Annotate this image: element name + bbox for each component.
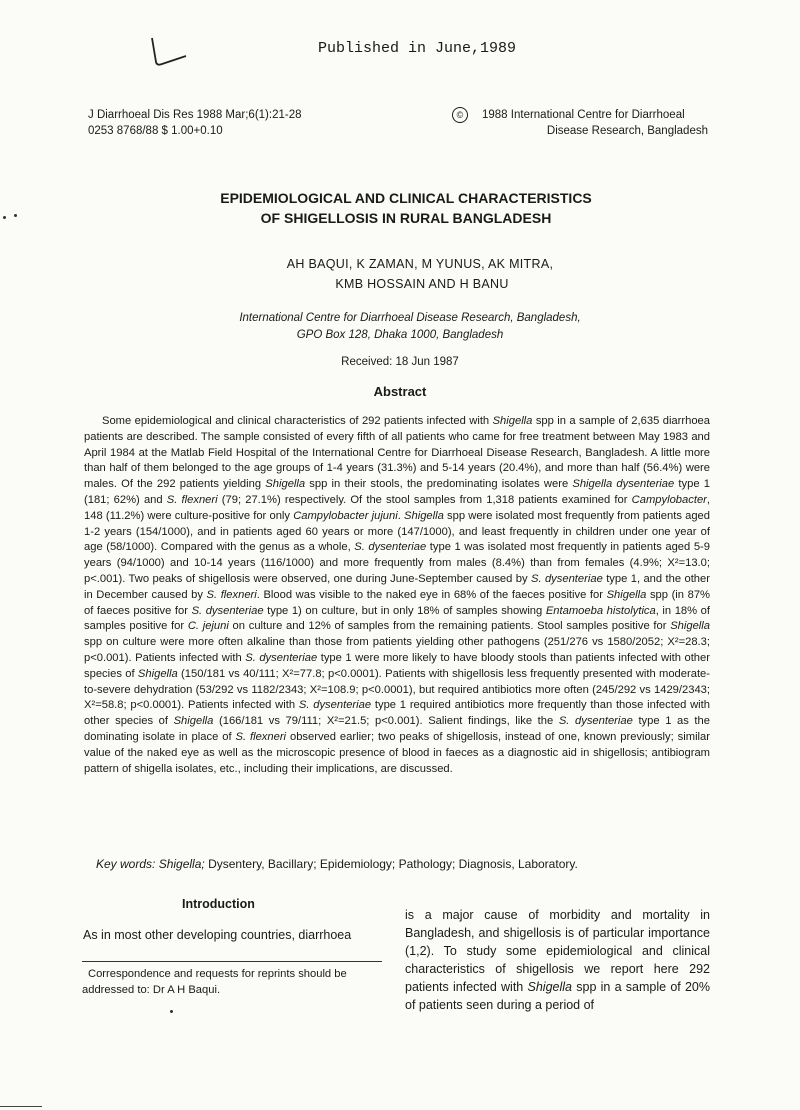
abstract-run: . Blood was visible to the naked eye in 68% of the faeces positive for <box>256 588 607 601</box>
abstract-italic-run: S. flexneri <box>206 588 257 601</box>
abstract-italic-run: Shigella <box>137 667 178 680</box>
scan-speck <box>14 214 17 217</box>
issn-price: 0253 8768/88 $ 1.00+0.10 <box>88 125 223 137</box>
abstract-run: (79; 27.1%) respectively. Of the stool samples from 1,318 patients examined for <box>217 493 632 506</box>
footnote-divider <box>82 961 382 962</box>
keywords <box>96 857 696 871</box>
authors-line-2: KMB HOSSAIN AND H BANU <box>335 277 509 291</box>
copyright-line-2: Disease Research, Bangladesh <box>546 125 708 137</box>
author-list <box>0 254 800 294</box>
abstract-run: type 1 (181; 62%) and <box>84 478 710 506</box>
keywords-shigella: Shigella; <box>158 857 205 871</box>
abstract-run: spp in their stools, the predominating isolates were <box>305 478 573 491</box>
abstract-italic-run: S. flexneri <box>235 730 287 743</box>
abstract-run: type 1 required antibiotics more frequently than those infected with other species of <box>84 699 710 728</box>
abstract-italic-run: S. dysenteriae <box>354 541 427 554</box>
abstract-italic-run: S. dysenteriae <box>530 572 603 585</box>
scan-edge-line <box>0 1106 42 1107</box>
abstract-run: (166/181 vs 79/111; X²=21.5; p<0.001). Salient findings, like the <box>213 715 559 728</box>
abstract-body <box>84 414 710 777</box>
intro-right-italic-run: Shigella <box>527 980 572 994</box>
received-date: Received: 18 Jun 1987 <box>341 356 459 368</box>
abstract-italic-run: Shigella <box>173 715 214 728</box>
scan-speck <box>3 216 6 219</box>
abstract-italic-run: Campylobacter <box>631 493 707 506</box>
abstract-italic-run: Shigella <box>670 620 710 633</box>
copyright-line-1: 1988 International Centre for Diarrhoeal <box>482 109 685 121</box>
abstract-run: observed earlier; two peaks of shigellosis, instead of one, known previously; similar value of the naked eye as well as the microscopic presence of blood in faeces as a diagnostic aid in shigellosis; antibiogram pattern of shigella isolates, etc., including their implications, are discussed. <box>84 730 710 775</box>
abstract-heading: Abstract <box>373 384 427 399</box>
abstract-italic-run: Entamoeba histolytica <box>545 604 656 617</box>
copyright-block <box>452 107 708 139</box>
abstract-italic-run: Shigella <box>404 509 444 522</box>
intro-right-text <box>405 906 710 1014</box>
abstract-run: spp were isolated most frequently from patients aged 1-2 years (154/1000), and in patients aged 60 years or more (147/1000), and least frequently in children under one year of age (58/1000). Compared with the genus as a whole, <box>84 509 710 554</box>
abstract-run: , in 18% of samples positive for <box>84 604 710 633</box>
introduction-heading: Introduction <box>182 897 255 911</box>
handwritten-mark <box>148 36 188 70</box>
abstract-run: type 1 as the dominating isolate in place of <box>84 715 710 743</box>
abstract-run: type 1 were more likely to have bloody stools than patients infected with other species of <box>84 651 710 680</box>
abstract-run: spp (in 87% of faeces positive for <box>84 588 710 617</box>
article-title <box>0 188 800 228</box>
journal-citation: J Diarrhoeal Dis Res 1988 Mar;6(1):21-28 <box>88 109 302 121</box>
abstract-run: . <box>397 509 405 522</box>
abstract-run: , 148 (11.2%) were culture-positive for only <box>84 493 711 522</box>
abstract-italic-run: C. jejuni <box>187 620 229 633</box>
copyright-icon: © <box>452 107 468 123</box>
keywords-list: Dysentery, Bacillary; Epidemiology; Pathology; Diagnosis, Laboratory. <box>204 857 578 871</box>
affiliation-line-1: International Centre for Diarrhoeal Disease Research, Bangladesh, <box>239 312 581 324</box>
abstract-italic-run: Shigella <box>606 588 647 601</box>
abstract-italic-run: S. dysenteriae <box>191 604 264 617</box>
affiliation-line-2: GPO Box 128, Dhaka 1000, Bangladesh <box>296 329 504 341</box>
abstract-run: spp in a sample of 2,635 diarrhoea patients are described. The sample consisted of every fifth of all patients who came for free treatment between May 1983 and April 1984 at the Matlab Field Hospital of the International Centre for Diarrhoeal Disease Research, Bangladesh. A little more than half of them belonged to the age groups of 1-4 years (31.3%) and 5-14 years (20.4%), and more than half (56.4%) were males. Of the 292 patients yielding <box>84 415 710 491</box>
abstract-italic-run: S. dysenteriae <box>298 699 372 712</box>
correspondence-footnote: Correspondence and requests for reprints should be addressed to: Dr A H Baqui. <box>82 968 347 996</box>
abstract-run: on culture and 12% of samples from the remaining patients. Stool samples positive for <box>228 620 671 633</box>
authors-line-1: AH BAQUI, K ZAMAN, M YUNUS, AK MITRA, <box>286 257 554 271</box>
abstract-run: spp on culture were more often alkaline than those from patients yielding other pathogens (251/276 vs 1580/2052; X²=28.3; p<0.001). Patients infected with <box>84 636 710 664</box>
intro-left-text: As in most other developing countries, diarrhoea <box>83 928 352 942</box>
abstract-italic-run: S. dysenteriae <box>558 715 633 728</box>
abstract-run: type 1, and the other in December caused by <box>84 572 710 601</box>
abstract-italic-run: Campylobacter jujuni <box>293 509 398 522</box>
abstract-italic-run: S. dysenteriae <box>245 651 318 664</box>
abstract-run: type 1 was isolated most frequently in patients aged 5-9 years (94/1000) and 10-14 years (116/1000) and more frequently from males (8.4%) than from females (4.9%; X²=13.0; p<.001). Two peaks of shigellosis were observed, one during June-September caused by <box>84 541 710 585</box>
abstract-italic-run: Shigella <box>265 478 306 491</box>
affiliation <box>0 310 800 344</box>
abstract-run: Some epidemiological and clinical characteristics of 292 patients infected with <box>102 415 493 427</box>
abstract-italic-run: Shigella dysenteriae <box>572 478 675 491</box>
intro-right-run: is a major cause of morbidity and mortality in Bangladesh, and shigellosis is of particular importance (1,2). To study some epidemiological and clinical characteristics of shigellosis we report here 292 patients infected with <box>405 908 710 994</box>
title-line-1: EPIDEMIOLOGICAL AND CLINICAL CHARACTERISTICS <box>220 190 592 206</box>
abstract-italic-run: S. flexneri <box>166 493 218 506</box>
abstract-run: (150/181 vs 40/111; X²=77.8; p<0.0001). Patients with shigellosis less frequently presented with moderate-to-severe dehydration (53/292 vs 1182/2343; X²=108.9; p<0.0001), but required antibiotics more often (245/292 vs 1429/2343; X²=58.8; p<0.0001). Patients infected with <box>84 667 710 712</box>
abstract-run: type 1) on culture, but in only 18% of samples showing <box>263 604 546 617</box>
keywords-label: Key words: <box>96 857 156 871</box>
citation-block <box>88 107 301 139</box>
abstract-italic-run: Shigella <box>492 415 533 427</box>
publication-stamp: Published in June,1989 <box>318 40 517 57</box>
intro-right-run: spp in a sample of 20% of patients seen during a period of <box>405 980 710 1012</box>
scan-speck <box>170 1010 173 1013</box>
title-line-2: OF SHIGELLOSIS IN RURAL BANGLADESH <box>260 210 552 226</box>
